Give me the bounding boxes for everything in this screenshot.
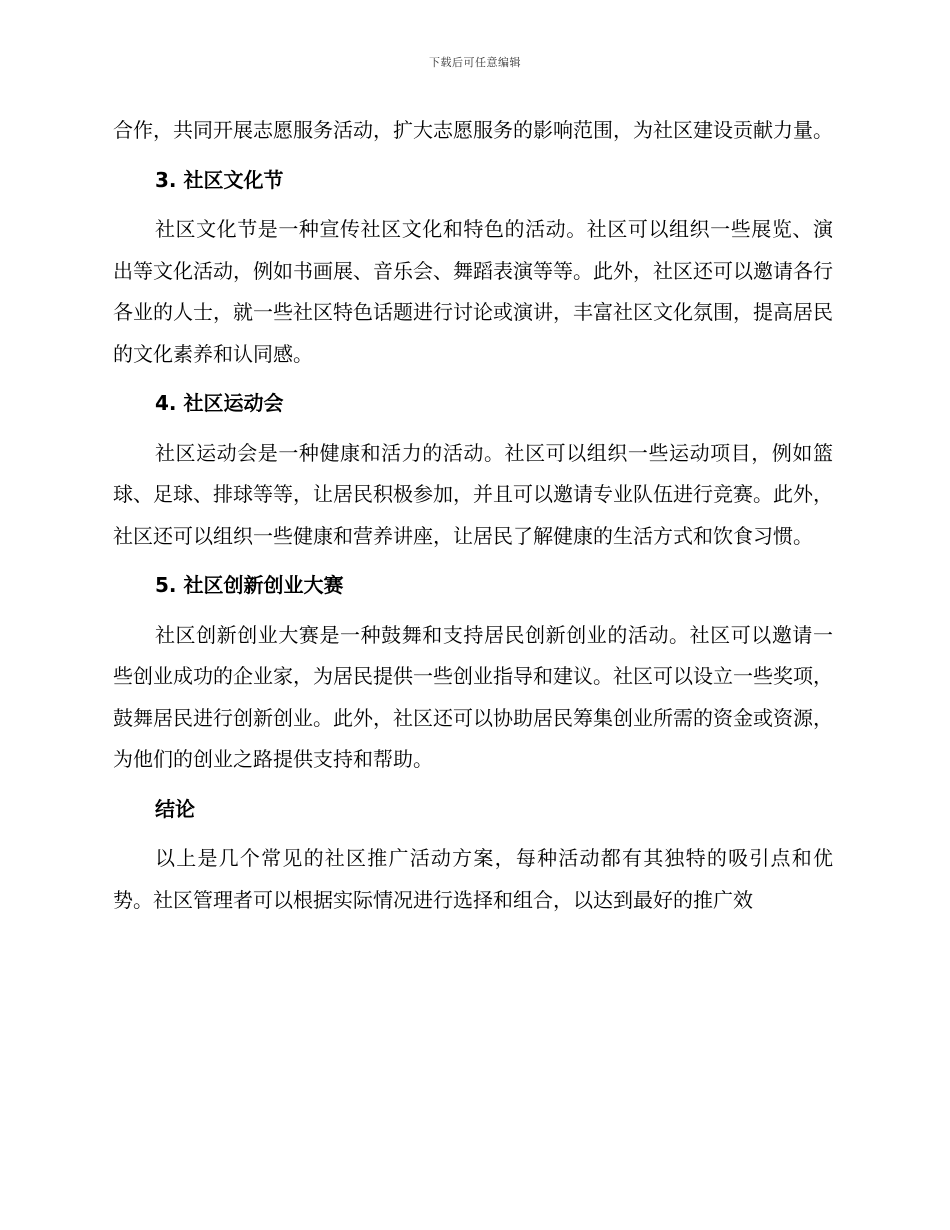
heading-innovation-contest: 5. 社区创新创业大赛 [155, 573, 344, 597]
paragraph-culture-festival: 社区文化节是一种宣传社区文化和特色的活动。社区可以组织一些展览、演出等文化活动，例如书画展、音乐会、舞蹈表演等等。此外，社区还可以邀请各行各业的人士，就一些社区特色话题进行讨论或演讲，丰富社区文化氛围，提高居民的文化素养和认同感。 [113, 217, 833, 366]
paragraph-volunteer-continuation: 合作，共同开展志愿服务活动，扩大志愿服务的影响范围，为社区建设贡献力量。 [113, 118, 833, 142]
paragraph-sports-meet: 社区运动会是一种健康和活力的活动。社区可以组织一些运动项目，例如篮球、足球、排球等等，让居民积极参加，并且可以邀请专业队伍进行竞赛。此外，社区还可以组织一些健康和营养讲座，让居民了解健康的生活方式和饮食习惯。 [113, 440, 833, 548]
page-header: 下载后可任意编辑 [429, 56, 521, 69]
heading-conclusion: 结论 [155, 796, 195, 821]
heading-sports-meet: 4. 社区运动会 [155, 391, 284, 415]
heading-culture-festival: 3. 社区文化节 [155, 167, 284, 192]
paragraph-conclusion: 以上是几个常见的社区推广活动方案，每种活动都有其独特的吸引点和优势。社区管理者可以根据实际情况进行选择和组合，以达到最好的推广效 [113, 846, 833, 912]
document-body [113, 110, 833, 929]
paragraph-innovation-contest: 社区创新创业大赛是一种鼓舞和支持居民创新创业的活动。社区可以邀请一些创业成功的企业家，为居民提供一些创业指导和建议。社区可以设立一些奖项，鼓舞居民进行创新创业。此外，社区还可以协助居民筹集创业所需的资金或资源，为他们的创业之路提供支持和帮助。 [113, 622, 833, 771]
